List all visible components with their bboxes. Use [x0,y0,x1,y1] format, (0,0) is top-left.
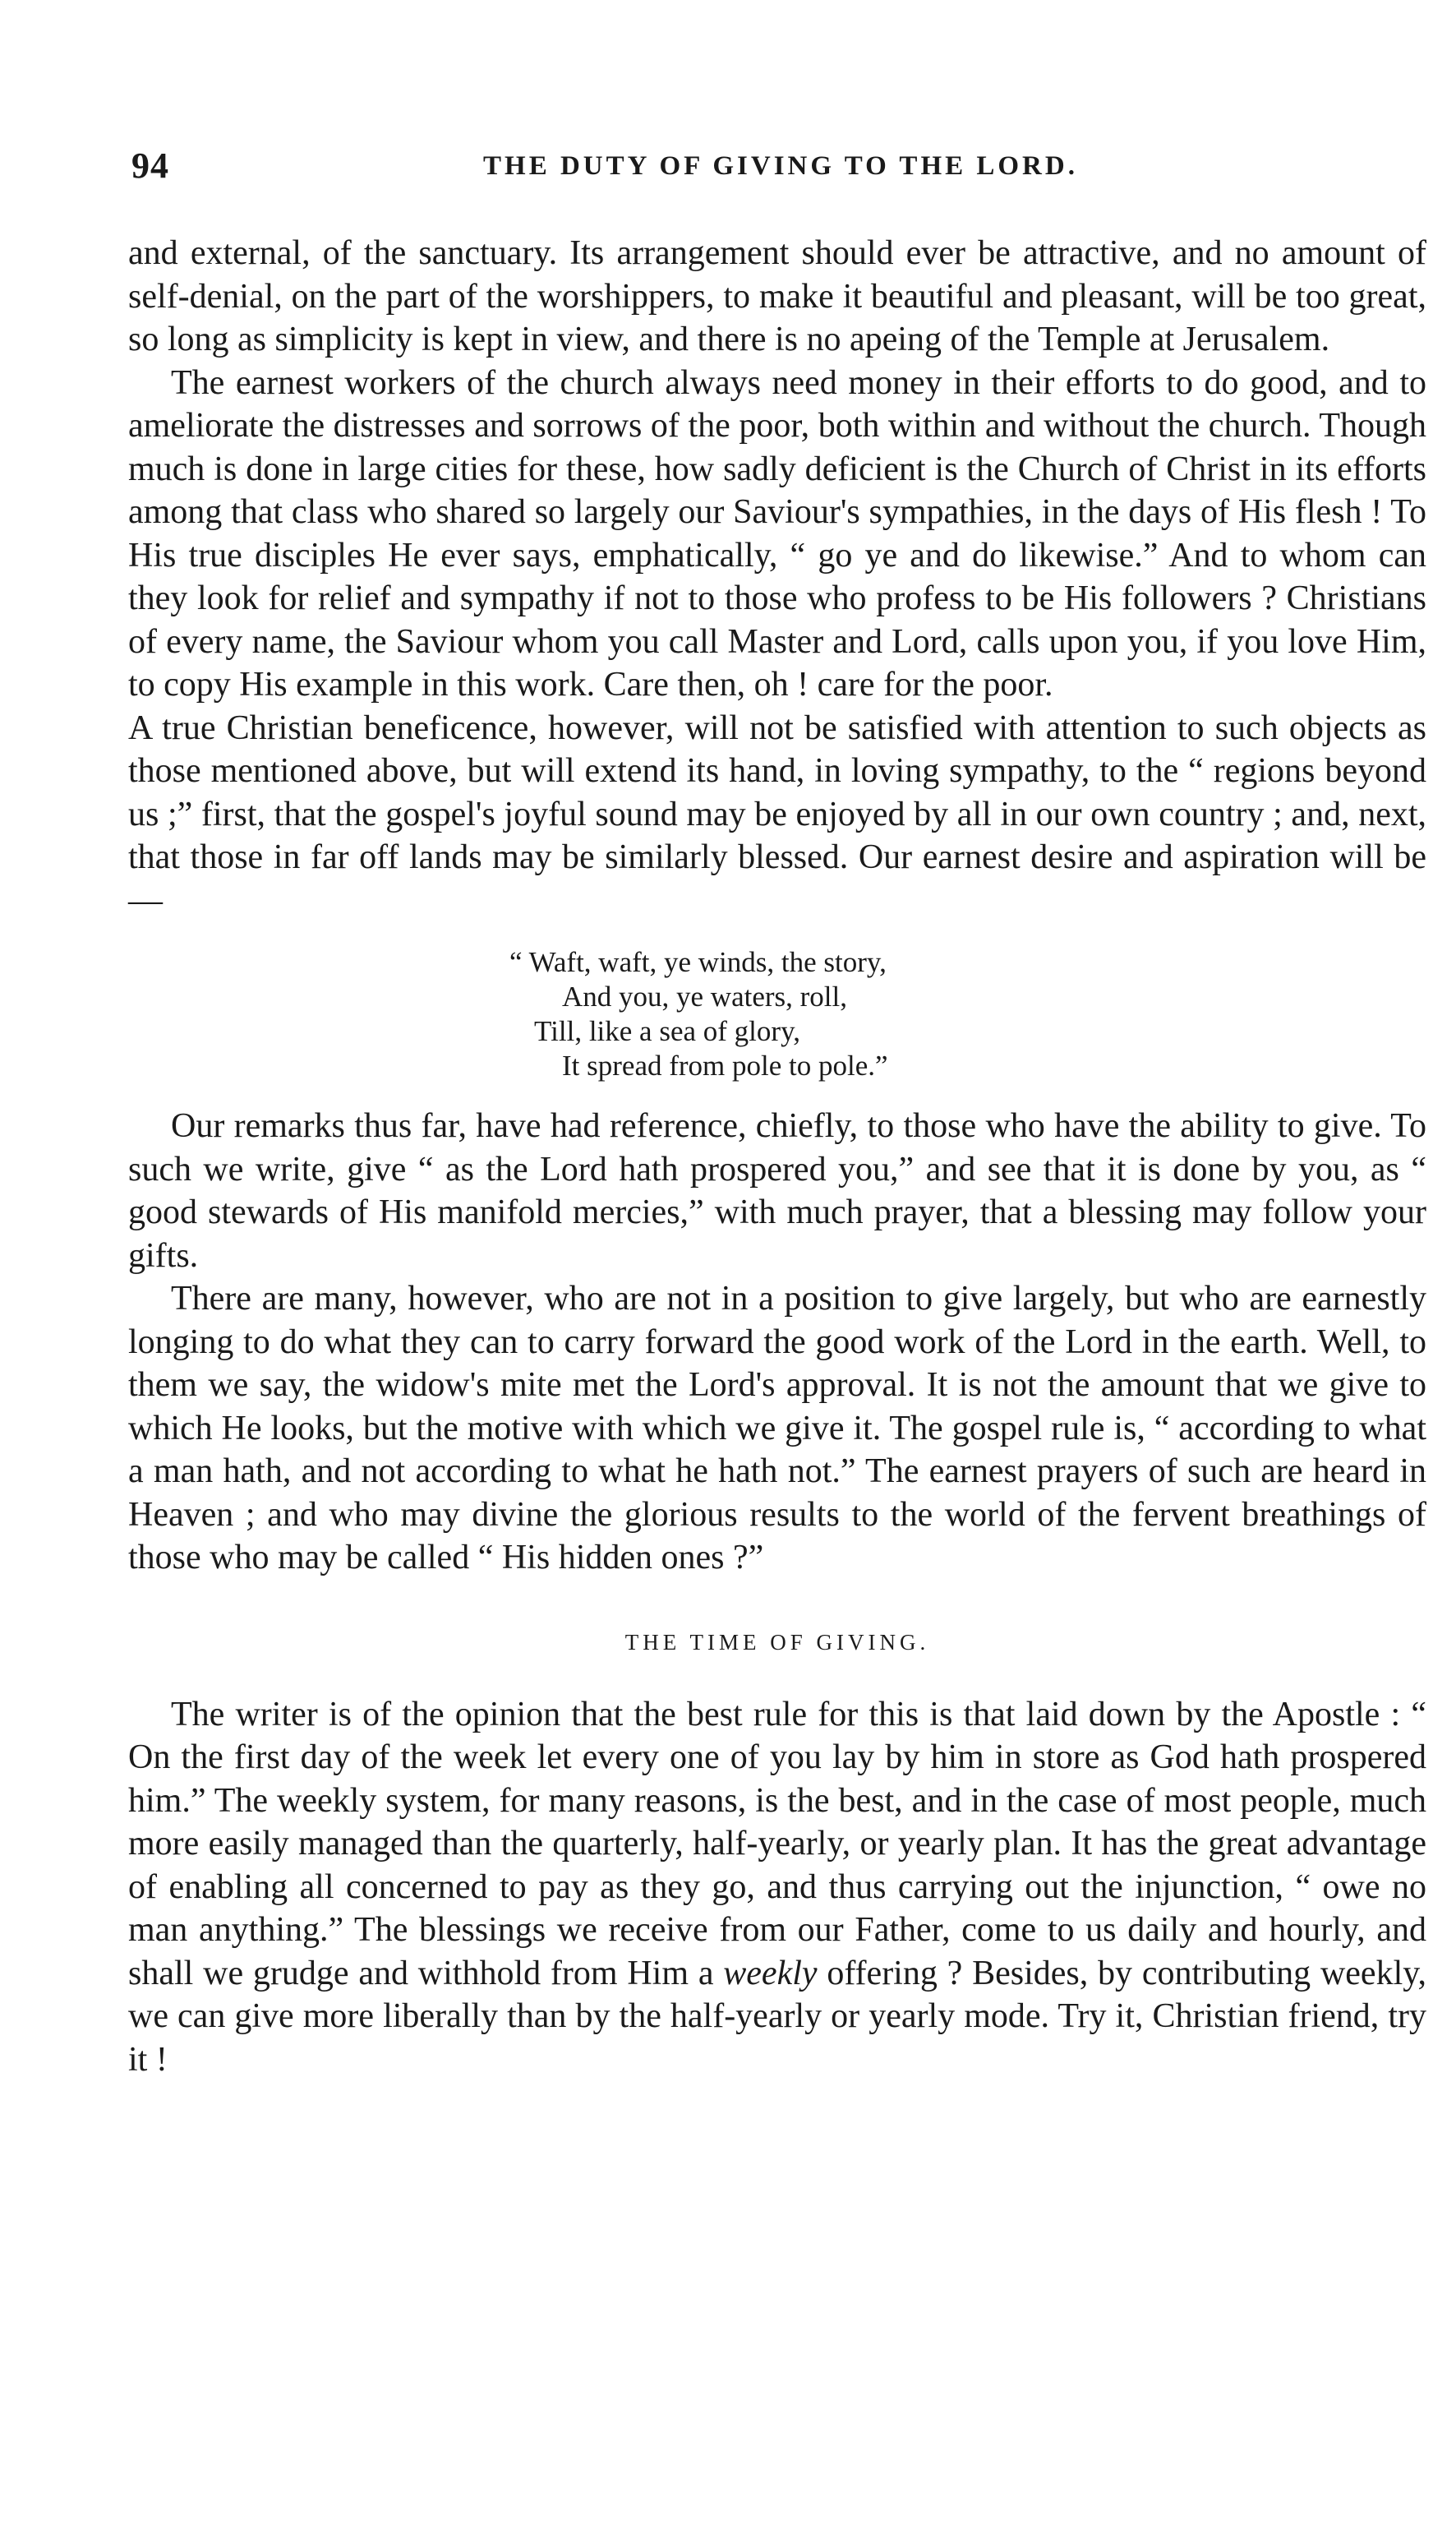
section-heading: THE TIME OF GIVING. [624,1629,930,1655]
poem-line: Till, like a sea of glory, [534,1015,801,1047]
paragraph-time-of-giving [128,1693,1426,2082]
page-number: 94 [131,145,169,186]
running-head: THE DUTY OF GIVING TO THE LORD. [483,151,1078,181]
italic-word: weekly [723,1954,818,1992]
poem-quotation [128,945,1426,1083]
paragraph-our-remarks: Our remarks thus far, have had reference, chiefly, to those who have the ability to give. To such we write, give “ as the Lord hath prospered you,” and see that it is done by you, as “ good stewards of His manifold mercies,” with much prayer, that a blessing may follow your gifts. [128,1107,1426,1275]
paragraph-christian-beneficence: A true Christian beneficence, however, will not be satisfied with attention to such objects as those mentioned above, but will extend its hand, in loving sympathy, to the “ regions beyond us ;” first, that the gospel's joyful sound may be enjoyed by all in our own country ; and, next, that those in far off lands may be similarly blessed. Our earnest desire and aspiration will be— [128,709,1426,920]
poem-line: It spread from pole to pole.” [562,1050,888,1082]
paragraph-text: offering ? Besides, by contributing weekly, we can give more liberally than by the half-yearly or yearly mode. Try it, Christian friend, try it ! [128,1954,1427,2079]
body-text [128,232,1426,2081]
poem-line: “ Waft, waft, ye winds, the story, [509,946,887,978]
paragraph-there-are-many: There are many, however, who are not in a position to give largely, but who are earnestly longing to do what they can to carry forward the good work of the Lord in the earth. Well, to them we say, the widow's mite met the Lord's approval. It is not the amount that we give to which He looks, but the motive with which we give it. The gospel rule is, “ according to what a man hath, and not according to what he hath not.” The earnest prayers of such are heard in Heaven ; and who may divine the glorious results to the world of the fervent breathings of those who may be called “ His hidden ones ?” [128,1280,1426,1576]
paragraph-text: The writer is of the opinion that the best rule for this is that laid down by the Apostle : “ On the first day of the week let every one of you lay by him in store as God hath prospered him.” The weekly system, for many reasons, is the best, and in the case of most people, much more easily managed than the quarterly, half-yearly, or yearly plan. It has the great advantage of enabling all concerned to pay as they go, and thus carrying out the injunction, “ owe no man anything.” The blessings we receive from our Father, come to us daily and hourly, and shall we grudge and withhold from Him a [128,1695,1426,1992]
paragraph-earnest-workers: The earnest workers of the church always need money in their efforts to do good, and to ameliorate the distresses and sorrows of the poor, both within and without the church. Though much is done in large cities for these, how sadly deficient is the Church of Christ in its efforts among that class who shared so largely our Saviour's sympathies, in the days of His flesh ! To His true disciples He ever says, emphatically, “ go ye and do likewise.” And to whom can they look for relief and sympathy if not to those who profess to be His followers ? Christians of every name, the Saviour whom you call Master and Lord, calls upon you, if you love Him, to copy His example in this work. Care then, oh ! care for the poor. [128,363,1426,704]
paragraph-sanctuary: and external, of the sanctuary. Its arrangement should ever be attractive, and no amount of self-denial, on the part of the worshippers, to make it beautiful and pleasant, will be too great, so long as simplicity is kept in view, and there is no apeing of the Temple at Jerusalem. [128,234,1426,358]
page-header [131,141,1430,191]
poem-line: And you, ye waters, roll, [562,981,848,1013]
